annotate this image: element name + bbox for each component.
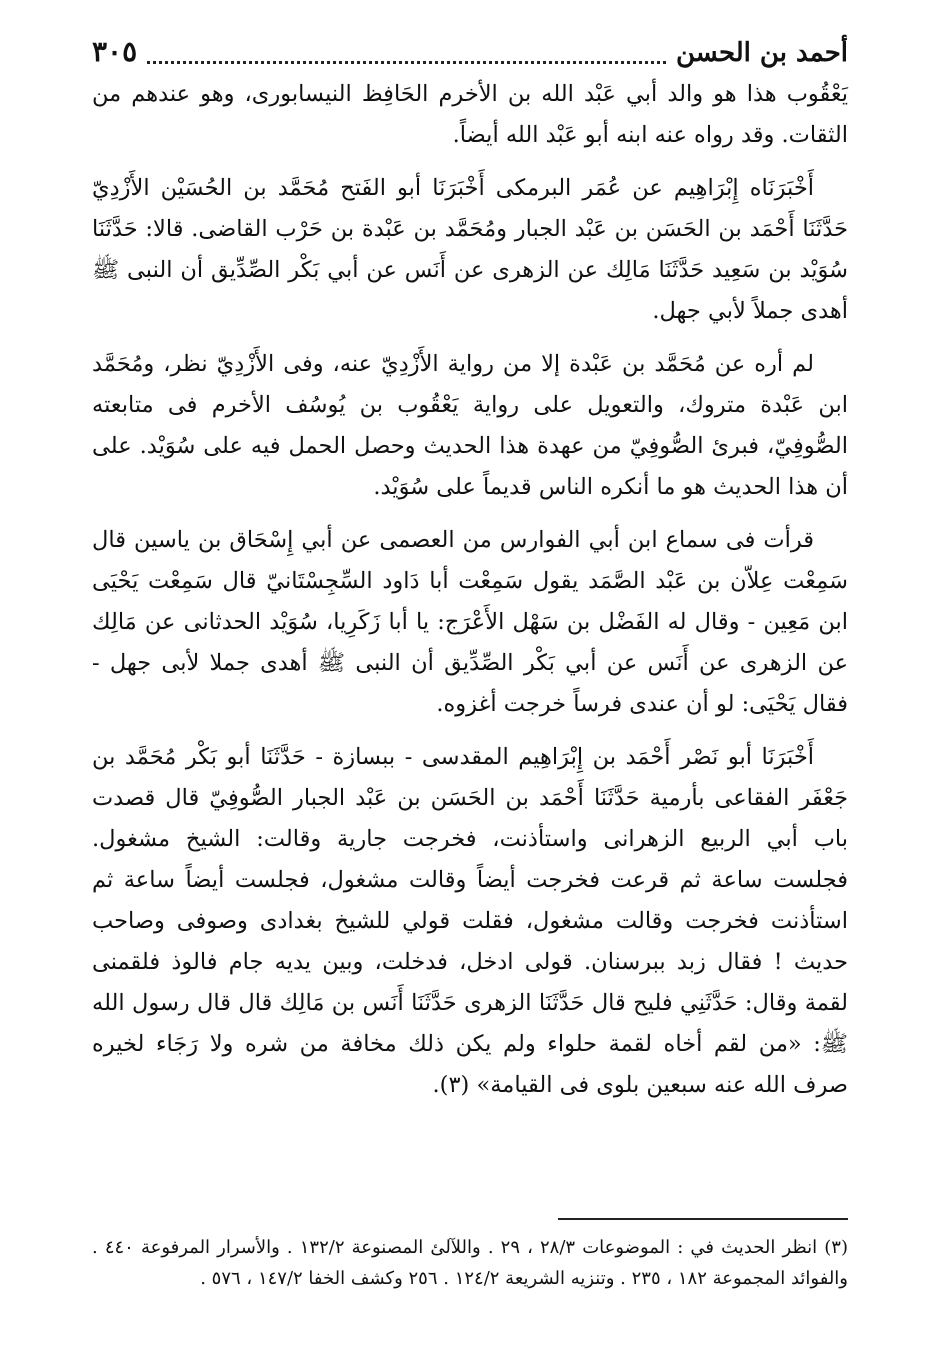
footnote: (٣) انظر الحديث في : الموضوعات ٢٨/٣ ، ٢٩ . واللآلئ المصنوعة ١٣٢/٢ . والأسرار المرفوعة ٤٤٠ . والفوائد المجموعة ١٨٢ ، ٢٣٥ . وتنزيه الشريعة ١٢٤/٢ . ٢٥٦ وكشف الخفا ١٤٧/٢ ، ٥٧٦ . [92, 1237, 848, 1289]
paragraph: قرأت فى سماع ابن أبي الفوارس من العصمى عن أبي إِسْحَاق بن ياسين قال سَمِعْت عِلاّن بن عَبْد الصَّمَد يقول سَمِعْت أبا دَاود السِّجِسْتَانيّ قال سَمِعْت يَحْيَى ابن مَعِين - وقال له الفَضْل بن سَهْل الأَعْرَج: يا أبا زَكَرِيا، سُوَيْد الحدثانى عن مَالِك عن الزهرى عن أَنَس عن أبي بَكْر الصِّدِّيق أن النبى ﷺ أهدى جملا لأبى جهل - فقال يَحْيَى: لو أن عندى فرساً خرجت أغزوه. [92, 527, 848, 717]
leader-dots [147, 41, 666, 64]
book-page [92, 30, 848, 1350]
footnote-separator [558, 1218, 848, 1220]
running-title: أحمد بن الحسن [675, 38, 848, 68]
paragraph: لم أره عن مُحَمَّد بن عَبْدة إلا من رواية الأَزْدِيّ عنه، وفى الأَزْدِيّ نظر، ومُحَمَّد ابن عَبْدة متروك، والتعويل على رواية يَعْقُوب بن يُوسُف الأخرم فى متابعته الصُّوفِيّ، فبرئ الصُّوفِيّ من عهدة هذا الحديث وحصل الحمل فيه على سُوَيْد. على أن هذا الحديث هو ما أنكره الناس قديماً على سُوَيْد. [92, 351, 848, 500]
main-text [92, 74, 848, 1106]
paragraph: أَخْبَرَنَاه إِبْرَاهِيم عن عُمَر البرمكى أَخْبَرَنَا أبو الفَتح مُحَمَّد بن الحُسَيْن الأَزْدِيّ حَدَّثَنَا أَحْمَد بن الحَسَن بن عَبْد الجبار ومُحَمَّد بن عَبْدة بن حَرْب القاضى. قالا: حَدَّثَنَا سُوَيْد بن سَعِيد حَدَّثَنَا مَالِك عن الزهرى عن أَنَس عن أبي بَكْر الصِّدِّيق أن النبى ﷺ أهدى جملاً لأبي جهل. [92, 175, 848, 324]
paragraph: أَخْبَرَنَا أبو نَصْر أَحْمَد بن إِبْرَاهِيم المقدسى - ببسازة - حَدَّثَنَا أبو بَكْر مُحَمَّد بن جَعْفَر الفقاعى بأرمية حَدَّثَنَا أَحْمَد بن الحَسَن بن عَبْد الجبار الصُّوفِيّ قال قصدت باب أبي الربيع الزهرانى واستأذنت، فخرجت جارية وقالت: الشيخ مشغول. فجلست ساعة ثم قرعت فخرجت أيضاً وقالت مشغول، فجلست أيضاً ساعة ثم استأذنت فخرجت وقالت مشغول، فقلت قولي للشيخ بغدادى وصوفى وصاحب حديث ! فقال زبد ببرسنان. قولى ادخل، فدخلت، وبين يديه جام فالوذ فلقمنى لقمة وقال: حَدَّثَنِي فليح قال حَدَّثَنَا الزهرى حَدَّثَنَا أَنَس بن مَالِك قال قال رسول الله ﷺ: «من لقم أخاه لقمة حلواء ولم يكن ذلك مخافة من شره ولا رَجَاء لخيره صرف الله عنه سبعين بلوى فى القيامة» (٣). [92, 744, 848, 1098]
page-number: ٣٠٥ [92, 35, 138, 68]
paragraph: يَعْقُوب هذا هو والد أبي عَبْد الله بن الأخرم الحَافِظ النيسابورى، وهو عندهم من الثقات. وقد رواه عنه ابنه أبو عَبْد الله أيضاً. [92, 81, 848, 148]
running-header [92, 30, 848, 74]
